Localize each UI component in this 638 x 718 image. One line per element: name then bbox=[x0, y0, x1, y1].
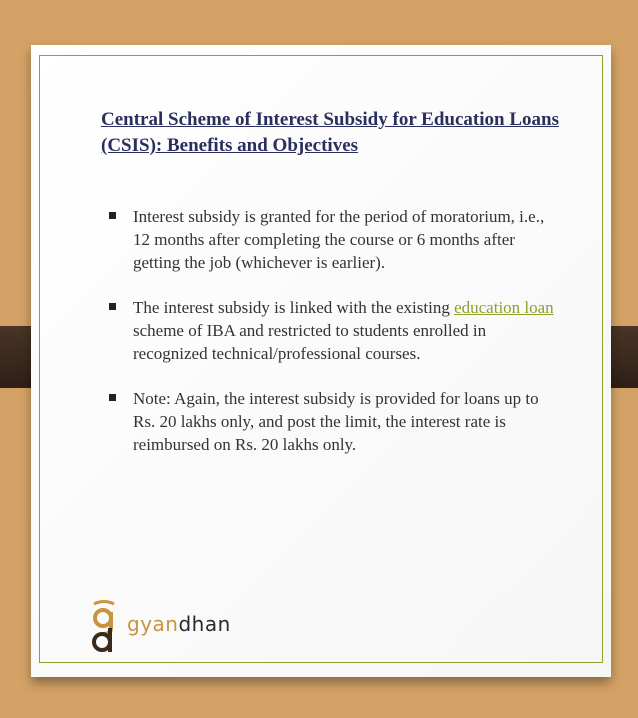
bullet-text: Note: Again, the interest subsidy is provided for loans up to Rs. 20 lakhs only, and post the limit, the interest rate is reimbursed on Rs. 20 lakhs only. bbox=[133, 389, 539, 454]
bullet-text-before-link: The interest subsidy is linked with the existing bbox=[133, 298, 455, 317]
bullet-item bbox=[101, 205, 561, 274]
education-loan-link[interactable]: education loan bbox=[454, 298, 554, 317]
bullet-text: Interest subsidy is granted for the period of moratorium, i.e., 12 months after completing the course or 6 months after getting the job (whichever is earlier). bbox=[133, 207, 545, 272]
square-bullet-icon bbox=[109, 394, 116, 401]
logo-text-dhan: dhan bbox=[178, 612, 231, 636]
bullet-item bbox=[101, 296, 561, 365]
gyandhan-logo-icon bbox=[89, 598, 119, 654]
bullet-list bbox=[101, 205, 561, 478]
logo-wordmark bbox=[127, 612, 231, 636]
bullet-text-after-link: scheme of IBA and restricted to students enrolled in recognized technical/professional courses. bbox=[133, 321, 487, 363]
gyandhan-logo bbox=[89, 598, 269, 654]
bullet-item bbox=[101, 387, 561, 456]
square-bullet-icon bbox=[109, 303, 116, 310]
logo-text-gyan: gyan bbox=[127, 612, 179, 636]
square-bullet-icon bbox=[109, 212, 116, 219]
slide-card bbox=[31, 45, 611, 677]
slide-title: Central Scheme of Interest Subsidy for Education Loans (CSIS): Benefits and Objectives bbox=[101, 109, 559, 156]
